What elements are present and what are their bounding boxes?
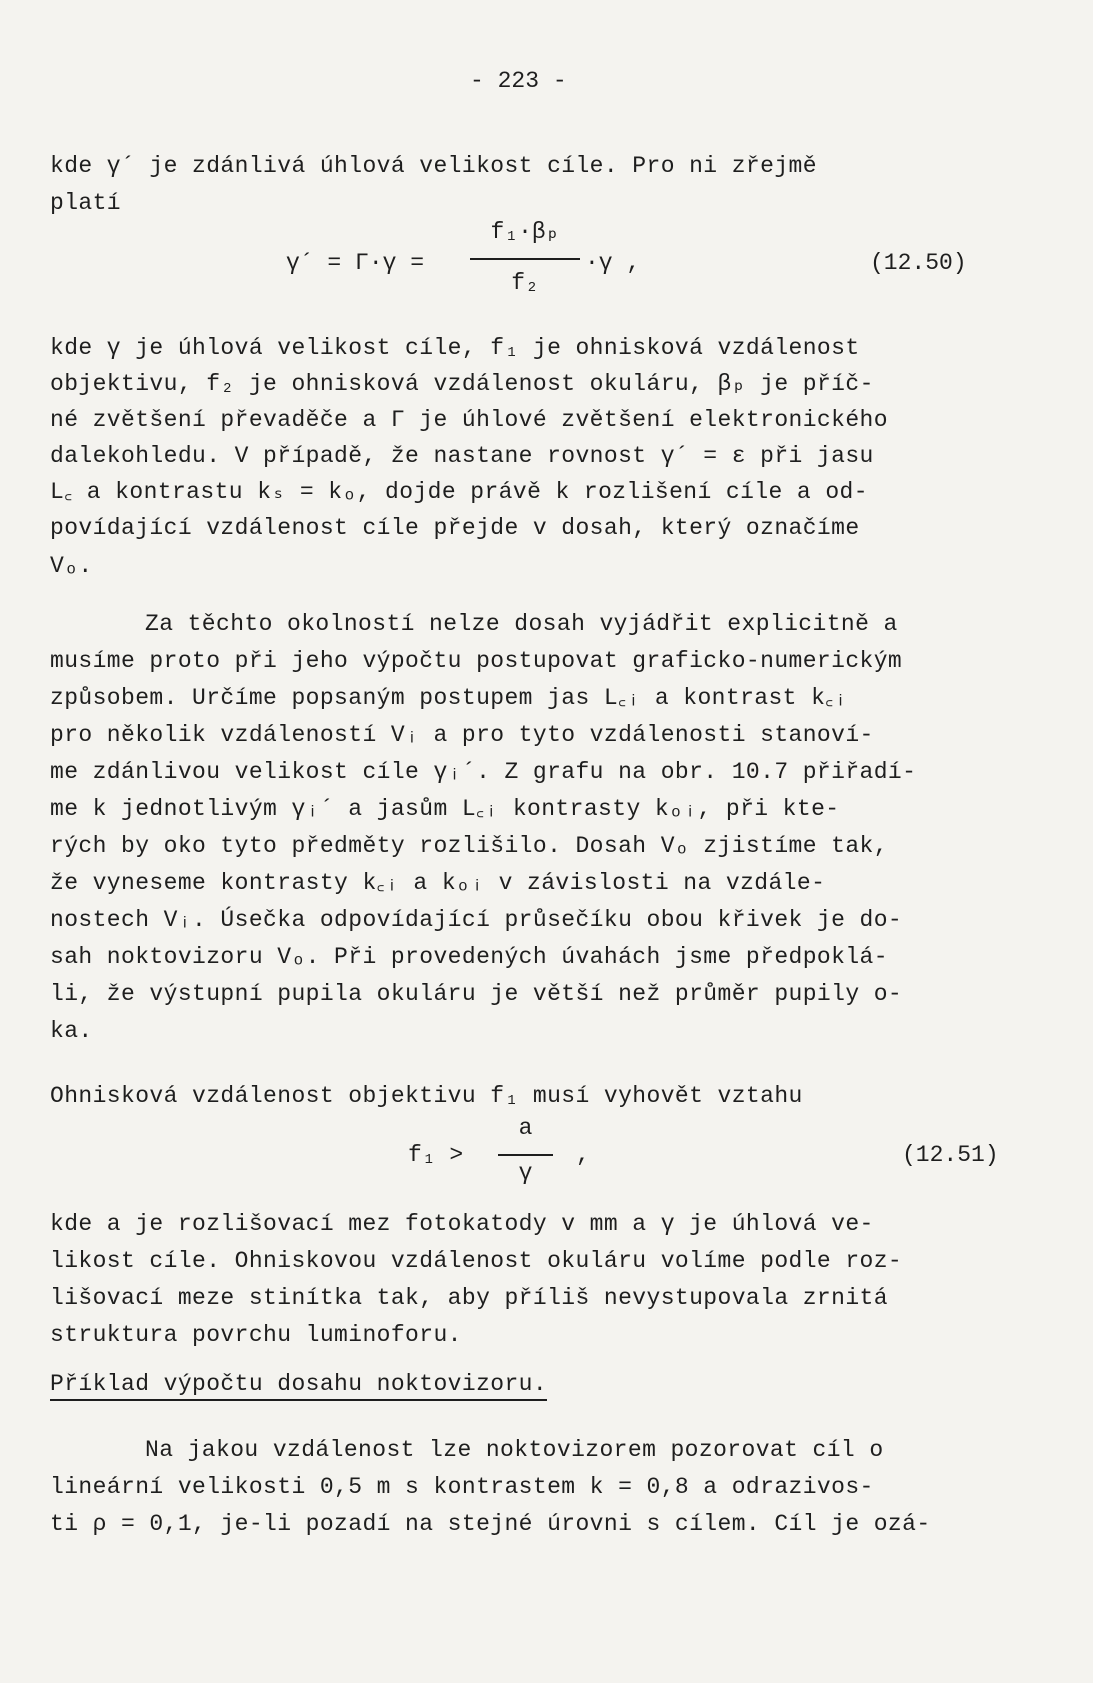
text-line: Za těchto okolností nelze dosah vyjádřit explicitně a [145, 611, 898, 637]
text-line: rých by oko tyto předměty rozlišilo. Dosah Vₒ zjistíme tak, [50, 833, 888, 859]
text-line: že vyneseme kontrasty k꜀ᵢ a kₒᵢ v závislosti na vzdále- [50, 870, 826, 896]
heading-line [50, 1366, 547, 1402]
text-line: ka. [50, 1018, 93, 1044]
text-line: kde γ je úhlová velikost cíle, f₁ je ohnisková vzdálenost [50, 335, 860, 361]
text-line: kde γ´ je zdánlivá úhlová velikost cíle. Pro ni zřejmě [50, 153, 817, 179]
text-line: me zdánlivou velikost cíle γᵢ´. Z grafu na obr. 10.7 přiřadí- [50, 759, 917, 785]
text-line: Vₒ. [50, 553, 93, 579]
equation-denominator: f₂ [511, 270, 539, 296]
text-line: objektivu, f₂ je ohnisková vzdálenost okuláru, βₚ je příč- [50, 371, 874, 397]
equation-rhs: , [576, 1142, 590, 1168]
text-line: L꜀ a kontrastu kₛ = kₒ, dojde právě k rozlišení cíle a od- [50, 479, 868, 505]
equation-number: (12.50) [870, 250, 967, 276]
equation-numerator: a [518, 1115, 533, 1141]
text-line: me k jednotlivým γᵢ´ a jasům L꜀ᵢ kontrasty kₒᵢ, při kte- [50, 796, 840, 822]
text-line: né zvětšení převaděče a Γ je úhlové zvětšení elektronického [50, 407, 888, 433]
text-line: li, že výstupní pupila okuláru je větší než průměr pupily o- [50, 981, 903, 1007]
text-line: nostech Vᵢ. Úsečka odpovídající průsečíku obou křivek je do- [50, 907, 903, 933]
text-line: povídající vzdálenost cíle přejde v dosah, který označíme [50, 515, 860, 541]
text-line: sah noktovizoru Vₒ. Při provedených úvahách jsme předpoklá- [50, 944, 888, 970]
text-line: pro několik vzdáleností Vᵢ a pro tyto vzdálenosti stanoví- [50, 722, 874, 748]
equation-rhs: ·γ , [585, 250, 641, 276]
fraction-bar [470, 258, 580, 260]
equation-numerator: f₁·βₚ [490, 219, 560, 245]
equation-denominator: γ [518, 1160, 533, 1186]
text-line: Na jakou vzdálenost lze noktovizorem pozorovat cíl o [145, 1437, 884, 1463]
fraction-bar [498, 1154, 553, 1156]
text-line: platí [50, 190, 122, 216]
equation-lhs: f₁ > [408, 1142, 464, 1168]
equation-number: (12.51) [902, 1142, 999, 1168]
section-heading: Příklad výpočtu dosahu noktovizoru. [50, 1371, 547, 1401]
text-line: struktura povrchu luminoforu. [50, 1322, 462, 1348]
text-line: kde a je rozlišovací mez fotokatody v mm a γ je úhlová ve- [50, 1211, 874, 1237]
text-line: Ohnisková vzdálenost objektivu f₁ musí vyhovět vztahu [50, 1083, 803, 1109]
text-line: lišovací meze stinítka tak, aby příliš nevystupovala zrnitá [50, 1285, 888, 1311]
text-line: ti ρ = 0,1, je-li pozadí na stejné úrovni s cílem. Cíl je ozá- [50, 1511, 931, 1537]
text-line: způsobem. Určíme popsaným postupem jas L꜀ᵢ a kontrast k꜀ᵢ [50, 685, 848, 711]
text-line: musíme proto při jeho výpočtu postupovat graficko-numerickým [50, 648, 903, 674]
equation-lhs: γ´ = Γ·γ = [286, 250, 425, 276]
text-line: likost cíle. Ohniskovou vzdálenost okuláru volíme podle roz- [50, 1248, 903, 1274]
text-line: lineární velikosti 0,5 m s kontrastem k = 0,8 a odrazivos- [50, 1474, 874, 1500]
page-number: - 223 - [470, 68, 567, 94]
text-line: dalekohledu. V případě, že nastane rovnost γ´ = ε při jasu [50, 443, 874, 469]
